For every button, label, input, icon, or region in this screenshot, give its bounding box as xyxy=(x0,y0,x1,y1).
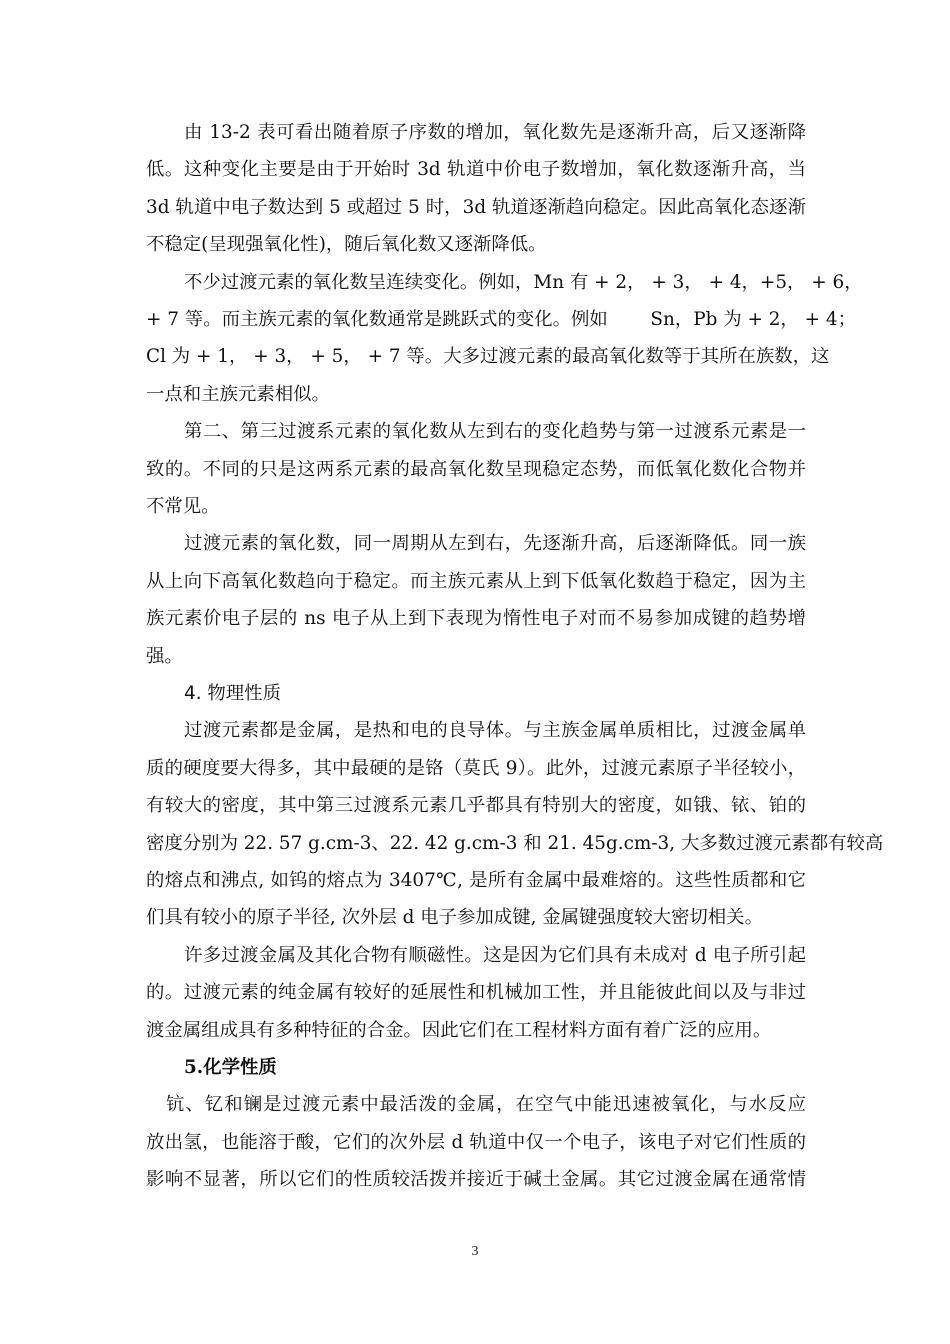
text-line: 4. 物理性质 xyxy=(184,683,281,704)
text-line: 致的。不同的只是这两系元素的最高氧化数呈现稳定态势，而低氧化数化合物并 xyxy=(146,458,806,480)
text-line: 低。这种变化主要是由于开始时 3d 轨道中价电子数增加，氧化数逐渐升高，当 xyxy=(146,159,806,181)
text-line: 第二、第三过渡系元素的氧化数从左到右的变化趋势与第一过渡系元素是一 xyxy=(184,421,806,443)
text-line: 强。 xyxy=(146,645,183,667)
text-line: 3d 轨道中电子数达到 5 或超过 5 时，3d 轨道逐渐趋向稳定。因此高氧化态逐渐 xyxy=(146,196,806,218)
text-line: 的。过渡元素的纯金属有较好的延展性和机械加工性，并且能彼此间以及与非过 xyxy=(146,982,806,1004)
text-line: 不常见。 xyxy=(146,496,220,517)
text-line: 许多过渡金属及其化合物有顺磁性。这是因为它们具有未成对 d 电子所引起 xyxy=(184,944,806,966)
text-line: 由 13-2 表可看出随着原子序数的增加，氧化数先是逐渐升高，后又逐渐降 xyxy=(184,122,806,143)
text-line: 5.化学性质 xyxy=(184,1057,277,1078)
text-line: 钪、钇和镧是过渡元素中最活泼的金属，在空气中能迅速被氧化，与水反应 xyxy=(166,1094,806,1116)
text-line: 一点和主族元素相似。 xyxy=(146,383,330,405)
text-line: 过渡元素的氧化数，同一周期从左到右，先逐渐升高，后逐渐降低。同一族 xyxy=(184,533,806,555)
text-line: 不少过渡元素的氧化数呈连续变化。例如，Mn 有 + 2， + 3， + 4，+5， + 6， xyxy=(184,271,863,293)
text-line: 过渡元素都是金属，是热和电的良导体。与主族金属单质相比，过渡金属单 xyxy=(184,720,806,742)
text-line: 有较大的密度，其中第三过渡系元素几乎都具有特别大的密度，如锇、铱、铂的 xyxy=(146,795,806,817)
text-line: 放出氢，也能溶于酸，它们的次外层 d 轨道中仅一个电子，该电子对它们性质的 xyxy=(146,1131,806,1153)
text-line: + 7 等。而主族元素的氧化数通常是跳跃式的变化。例如 Sn，Pb 为 + 2， + 4； xyxy=(146,309,857,330)
text-line: 密度分别为 22. 57 g.cm-3、22. 42 g.cm-3 和 21. 45g.cm-3, 大多数过渡元素都有较高 xyxy=(146,832,884,854)
text-line: 的熔点和沸点, 如钨的熔点为 3407℃, 是所有金属中最难熔的。这些性质都和它 xyxy=(146,870,806,891)
text-line: 渡金属组成具有多种特征的合金。因此它们在工程材料方面有着广泛的应用。 xyxy=(146,1019,772,1041)
page-number: 3 xyxy=(471,1244,479,1259)
text-line: 们具有较小的原子半径, 次外层 d 电子参加成键, 金属键强度较大密切相关。 xyxy=(146,907,763,929)
text-line: 从上向下高氧化数趋向于稳定。而主族元素从上到下低氧化数趋于稳定，因为主 xyxy=(146,570,806,592)
text-line: 不稳定(呈现强氧化性)，随后氧化数又逐渐降低。 xyxy=(146,234,547,256)
text-line: 质的硬度要大得多，其中最硬的是铬（莫氏 9）。此外，过渡元素原子半径较小， xyxy=(146,757,806,779)
text-line: 族元素价电子层的 ns 电子从上到下表现为惰性电子对而不易参加成键的趋势增 xyxy=(146,608,806,630)
text-line: 影响不显著，所以它们的性质较活拨并接近于碱土金属。其它过渡金属在通常情 xyxy=(146,1169,806,1191)
text-line: Cl 为 + 1， + 3， + 5， + 7 等。大多过渡元素的最高氧化数等于其所在族数，这 xyxy=(146,346,830,368)
